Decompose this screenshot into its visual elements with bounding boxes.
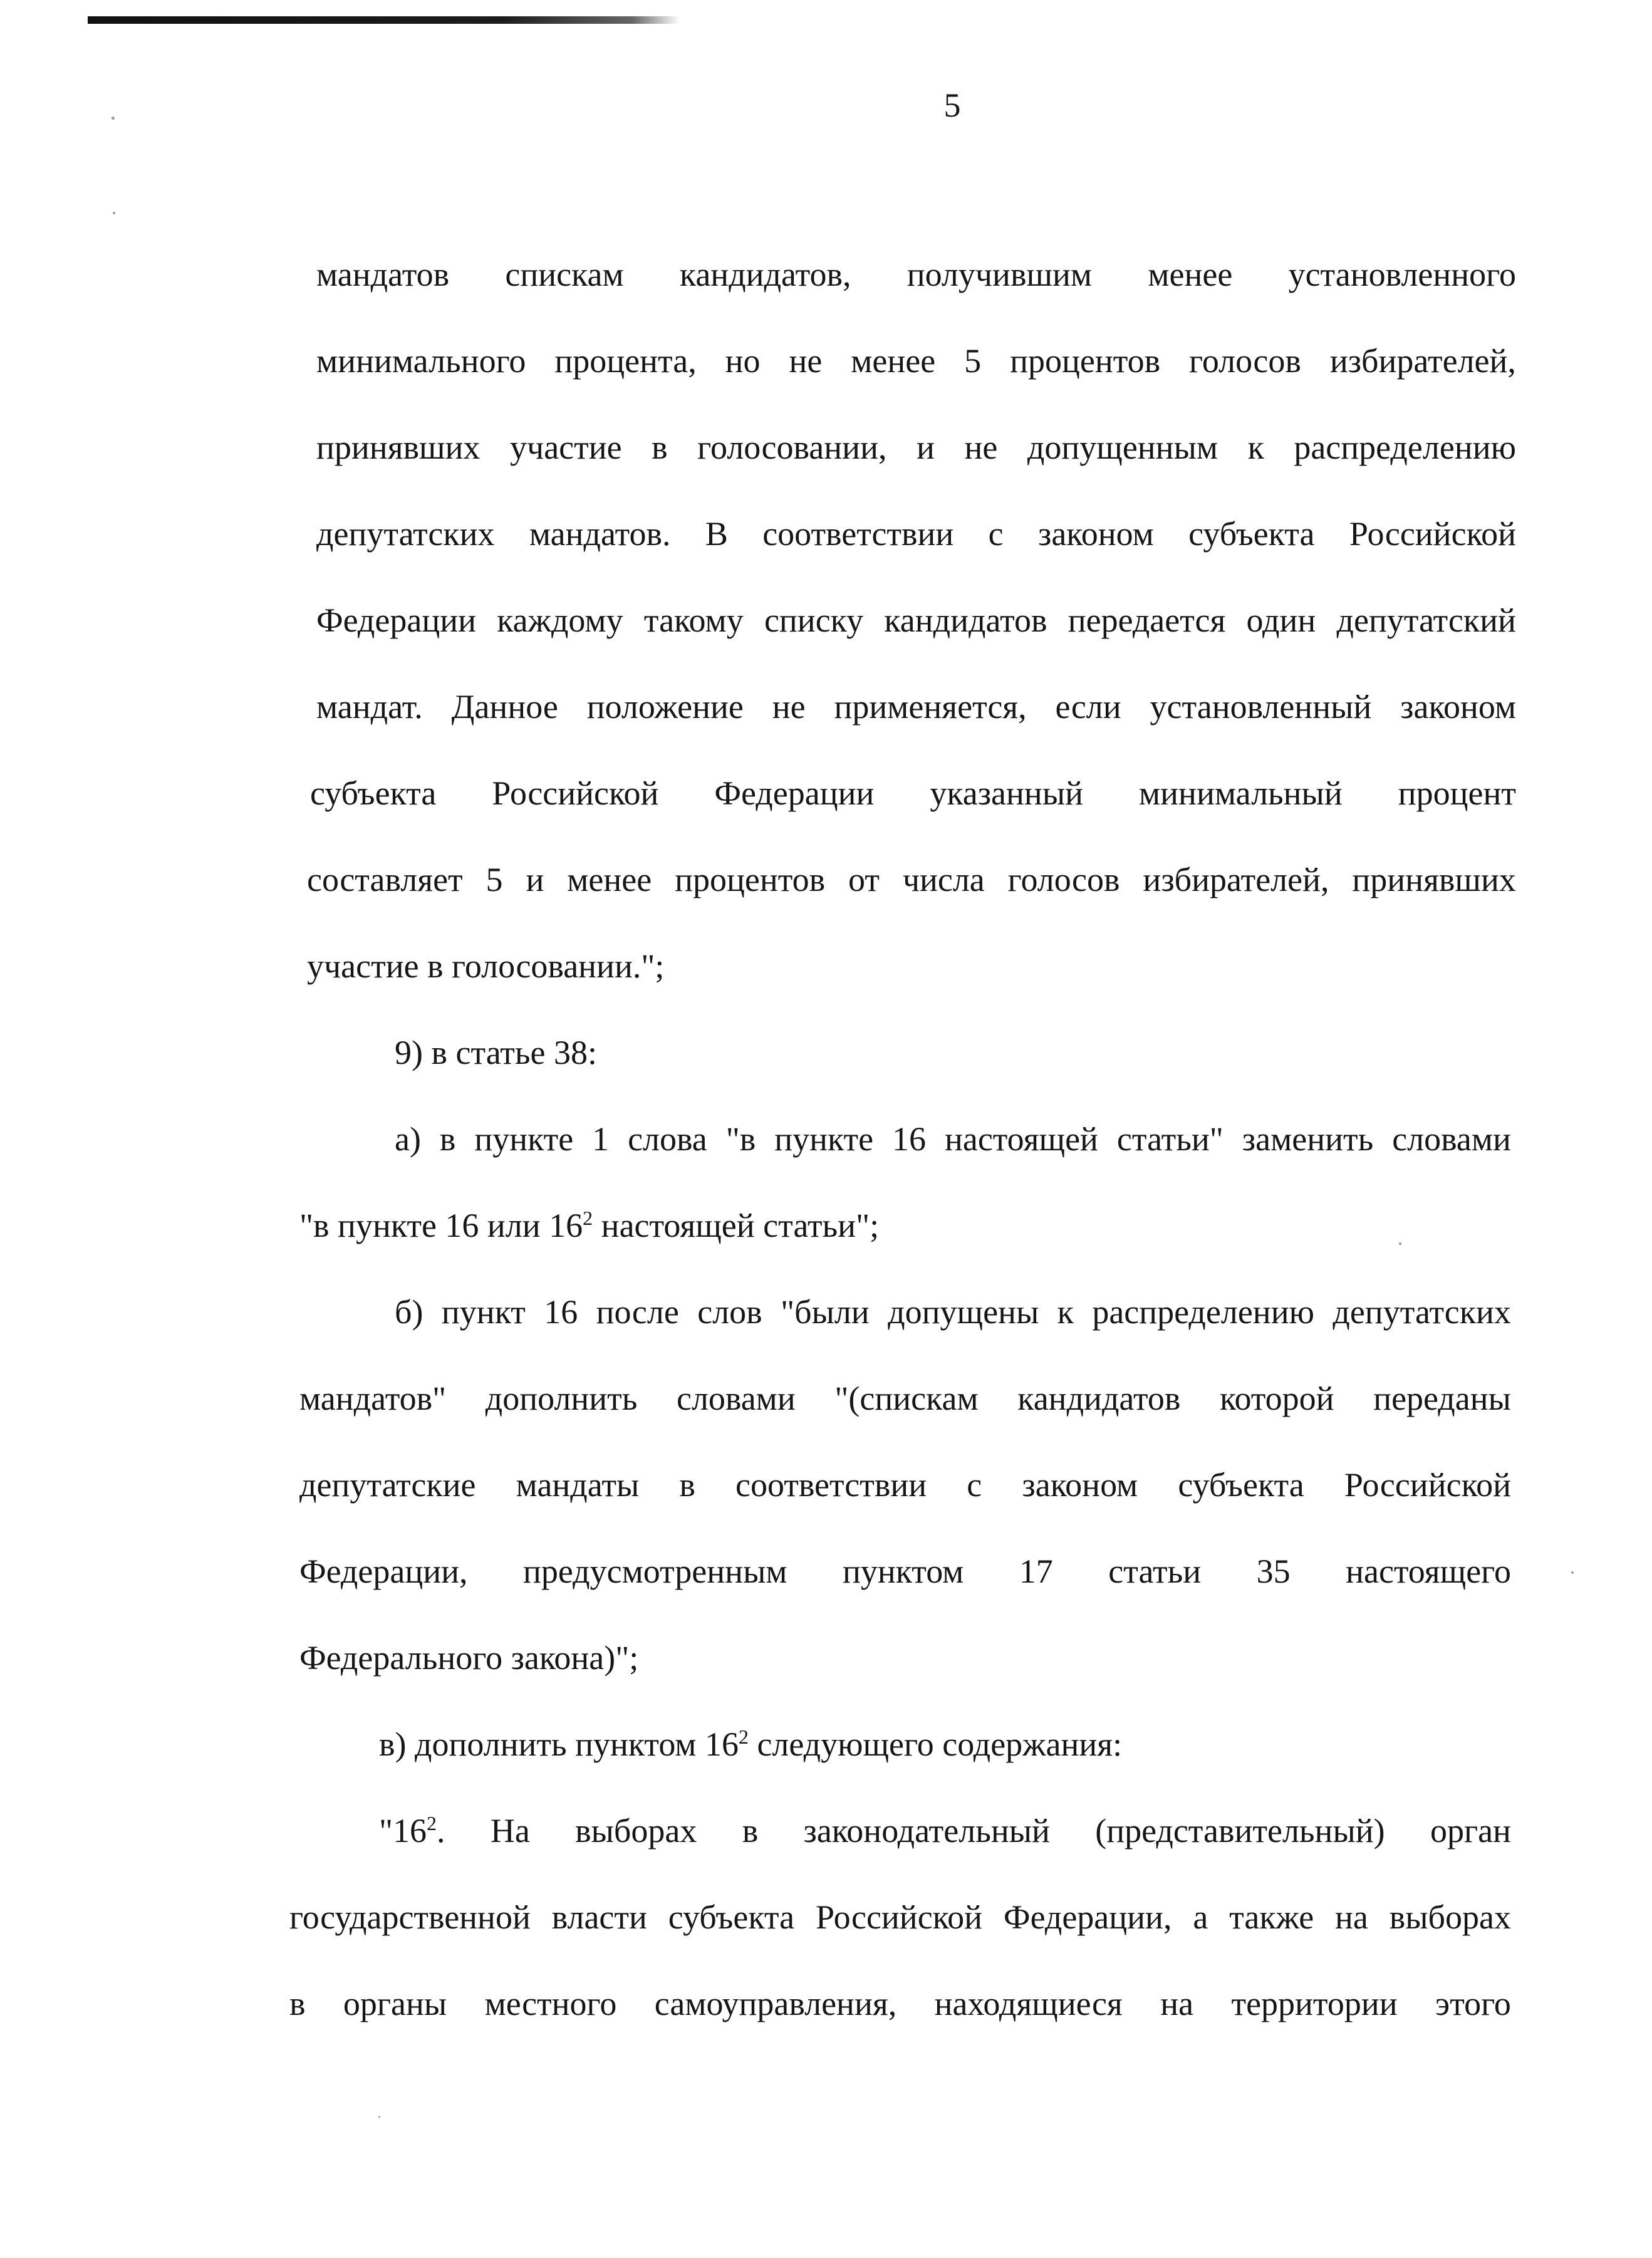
word: депутатский (1336, 601, 1516, 639)
word: менее (851, 342, 936, 380)
word: государственной (289, 1898, 531, 1936)
word: пункте (774, 1120, 874, 1158)
scan-edge-bar (88, 16, 680, 24)
word: и (526, 861, 544, 898)
word: депутатских (1333, 1293, 1511, 1331)
scan-speck (113, 212, 115, 214)
text-line (395, 1114, 1511, 1164)
word: голосов (1007, 861, 1120, 898)
text-line (316, 336, 1516, 386)
word: субъекта (1188, 515, 1315, 553)
word: территории (1231, 1985, 1398, 2022)
word: не (772, 688, 806, 726)
text-line (316, 509, 1516, 559)
scan-speck (112, 117, 115, 120)
word: процент (1398, 774, 1516, 812)
word: 5 (486, 861, 503, 898)
word: законом (1400, 688, 1516, 726)
word: депутатских (316, 515, 495, 553)
word: дополнить (485, 1380, 638, 1417)
word: выборах (575, 1812, 697, 1850)
word: Российской (815, 1898, 983, 1936)
word: соответствии (762, 515, 954, 553)
word: (представительный) (1095, 1812, 1385, 1850)
scan-speck (1399, 1242, 1401, 1245)
word: субъекта (1178, 1466, 1304, 1504)
word: процента, (554, 342, 697, 380)
word: спискам (505, 256, 624, 293)
word: депутатские (299, 1466, 476, 1504)
word: на (1335, 1898, 1368, 1936)
text-line (316, 682, 1516, 732)
word: мандаты (516, 1466, 640, 1504)
word: кандидатов (884, 601, 1047, 639)
text-line (379, 1806, 1511, 1856)
word: предусмотренным (522, 1553, 787, 1590)
word: Федерации, (299, 1553, 468, 1590)
word: если (1055, 688, 1121, 726)
word: к (1247, 429, 1264, 466)
word: установленного (1288, 256, 1516, 293)
word: власти (551, 1898, 647, 1936)
word: распределению (1294, 429, 1516, 466)
word: "были (781, 1293, 870, 1331)
word: пункте (474, 1120, 574, 1158)
word: также (1229, 1898, 1314, 1936)
word: к (1057, 1293, 1074, 1331)
word: в (679, 1466, 695, 1504)
word: принявших (316, 429, 481, 466)
text-line (299, 1546, 1511, 1596)
word: в (652, 429, 668, 466)
word: переданы (1373, 1380, 1511, 1417)
word: слов (697, 1293, 762, 1331)
word: менее (567, 861, 652, 898)
text-line (289, 1892, 1511, 1942)
word: местного (484, 1985, 617, 2022)
word: а (1193, 1898, 1208, 1936)
word: списку (764, 601, 864, 639)
text-line: участие в голосовании."; (307, 947, 665, 985)
word: 5 (964, 342, 982, 380)
word: мандат. (316, 688, 423, 726)
word: избирателей, (1329, 342, 1516, 380)
text-line (289, 1979, 1511, 2029)
word: настоящей (944, 1120, 1098, 1158)
text-line (307, 855, 1516, 905)
word: статьи (1108, 1553, 1202, 1590)
word: после (596, 1293, 679, 1331)
word: самоуправления, (654, 1985, 897, 2022)
word: в (289, 1985, 306, 2022)
scan-speck (1571, 1571, 1574, 1574)
word: которой (1220, 1380, 1334, 1417)
word: б) (395, 1293, 423, 1331)
word: с (988, 515, 1004, 553)
text-line: Федерального закона)"; (299, 1639, 639, 1677)
word: минимальный (1138, 774, 1343, 812)
word: 17 (1019, 1553, 1053, 1590)
word: 16 (544, 1293, 578, 1331)
word: "в (725, 1120, 756, 1158)
word: слова (628, 1120, 707, 1158)
word: мандатов. (529, 515, 671, 553)
word: пунктом (842, 1553, 964, 1590)
word: в (439, 1120, 456, 1158)
word: находящиеся (934, 1985, 1123, 2022)
text-line (316, 422, 1516, 472)
word: 1 (592, 1120, 610, 1158)
word: Федерации, (1003, 1898, 1172, 1936)
word: мандатов" (299, 1380, 447, 1417)
word: 16 (892, 1120, 927, 1158)
word: субъекта (668, 1898, 795, 1936)
word: органы (343, 1985, 447, 2022)
text-line: "в пункте 16 или $16^2$ настоящей статьи"; (299, 1207, 880, 1244)
word: Данное (451, 688, 558, 726)
word: орган (1430, 1812, 1511, 1850)
word: кандидатов (1017, 1380, 1181, 1417)
word: не (964, 429, 998, 466)
word: процентов (1010, 342, 1161, 380)
word: допущены (888, 1293, 1039, 1331)
word: соответствии (735, 1466, 927, 1504)
word: установленный (1150, 688, 1372, 726)
word: на (1160, 1985, 1194, 2022)
word: 35 (1256, 1553, 1291, 1590)
word: применяется, (834, 688, 1027, 726)
word: Федерации (714, 774, 875, 812)
word: мандатов (316, 256, 450, 293)
word: участие (510, 429, 622, 466)
word: словами (1392, 1120, 1511, 1158)
word: распределению (1092, 1293, 1314, 1331)
text-line (316, 595, 1516, 645)
scan-speck (378, 2116, 380, 2118)
word: не (789, 342, 823, 380)
word: Российской (492, 774, 659, 812)
word: этого (1435, 1985, 1511, 2022)
word: но (725, 342, 761, 380)
word: "(спискам (834, 1380, 979, 1417)
text-line (395, 1287, 1511, 1337)
word: законом (1022, 1466, 1138, 1504)
word: голосовании, (697, 429, 887, 466)
word: минимального (316, 342, 526, 380)
word: выборах (1389, 1898, 1511, 1936)
word: один (1246, 601, 1316, 639)
word: с (967, 1466, 982, 1504)
word: На (490, 1812, 530, 1850)
word: Российской (1344, 1466, 1511, 1504)
text-line: в) дополнить пунктом $16^2$ следующего содержания: (379, 1725, 1123, 1763)
word: кандидатов, (679, 256, 851, 293)
word: голосов (1189, 342, 1301, 380)
word: законодательный (803, 1812, 1050, 1850)
word: числа (902, 861, 985, 898)
word: статьи" (1116, 1120, 1223, 1158)
word: словами (677, 1380, 796, 1417)
word: избирателей, (1143, 861, 1329, 898)
word: передается (1068, 601, 1226, 639)
word: в (742, 1812, 759, 1850)
page-number: 5 (943, 86, 961, 124)
word: от (848, 861, 880, 898)
word: менее (1148, 256, 1233, 293)
word: настоящего (1346, 1553, 1511, 1590)
word: и (917, 429, 935, 466)
word: В (705, 515, 728, 553)
word: заменить (1242, 1120, 1374, 1158)
word: субъекта (310, 774, 437, 812)
word: положение (586, 688, 744, 726)
text-line (310, 768, 1516, 818)
word: процентов (675, 861, 826, 898)
word: Федерации (316, 601, 477, 639)
word: получившим (907, 256, 1093, 293)
word: законом (1037, 515, 1154, 553)
word: составляет (307, 861, 463, 898)
word: каждому (497, 601, 623, 639)
text-line (299, 1460, 1511, 1510)
word: а) (395, 1120, 421, 1158)
text-line (316, 249, 1516, 299)
word: пункт (441, 1293, 526, 1331)
word: такому (643, 601, 744, 639)
word: "$16^2$. (379, 1812, 445, 1850)
word: допущенным (1027, 429, 1218, 466)
text-line (299, 1373, 1511, 1423)
word: принявших (1352, 861, 1516, 898)
word: Российской (1349, 515, 1516, 553)
text-line: 9) в статье 38: (395, 1034, 597, 1071)
word: указанный (930, 774, 1084, 812)
